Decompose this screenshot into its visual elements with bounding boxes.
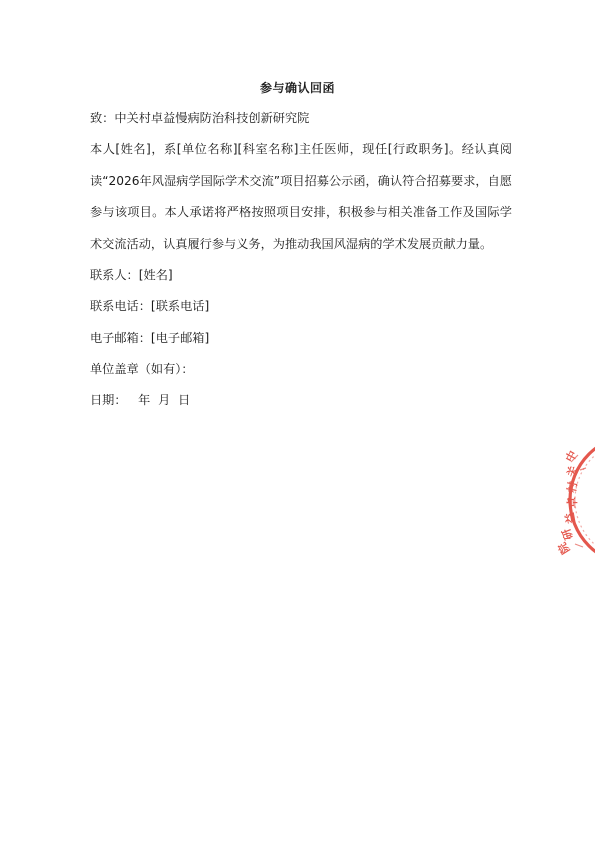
- svg-text:院: 院: [555, 540, 573, 557]
- svg-text:益: 益: [563, 511, 578, 525]
- svg-text:中: 中: [563, 448, 580, 465]
- date-line: 日期： 年 月 日: [90, 393, 191, 407]
- contact-person-line: 联系人：[姓名]: [90, 268, 173, 282]
- document-title: 参与确认回函: [259, 81, 335, 95]
- contact-phone-line: 联系电话：[联系电话]: [90, 299, 210, 313]
- unit-seal-line: 单位盖章（如有）：: [90, 362, 194, 376]
- svg-text:研: 研: [559, 526, 576, 542]
- email-line: 电子邮箱：[电子邮箱]: [90, 331, 210, 345]
- body-paragraph: 本人[姓名]，系[单位名称][科室名称]主任医师，现任[行政职务]。经认真阅读“2026年风湿病学国际学术交流”项目招募公示函，确认符合招募要求，自愿参与该项目。本人承诺将严格按照项目安排，积极参与相关准备工作及国际学术交流活动，认真履行参与义务，为推动我国风湿病的学术发展贡献力量。: [90, 142, 512, 251]
- svg-text:村: 村: [565, 480, 580, 494]
- recipient-line: 致：中关村卓益慢病防治科技创新研究院: [90, 111, 310, 125]
- svg-text:关: 关: [564, 464, 581, 480]
- svg-text:卓: 卓: [566, 497, 579, 508]
